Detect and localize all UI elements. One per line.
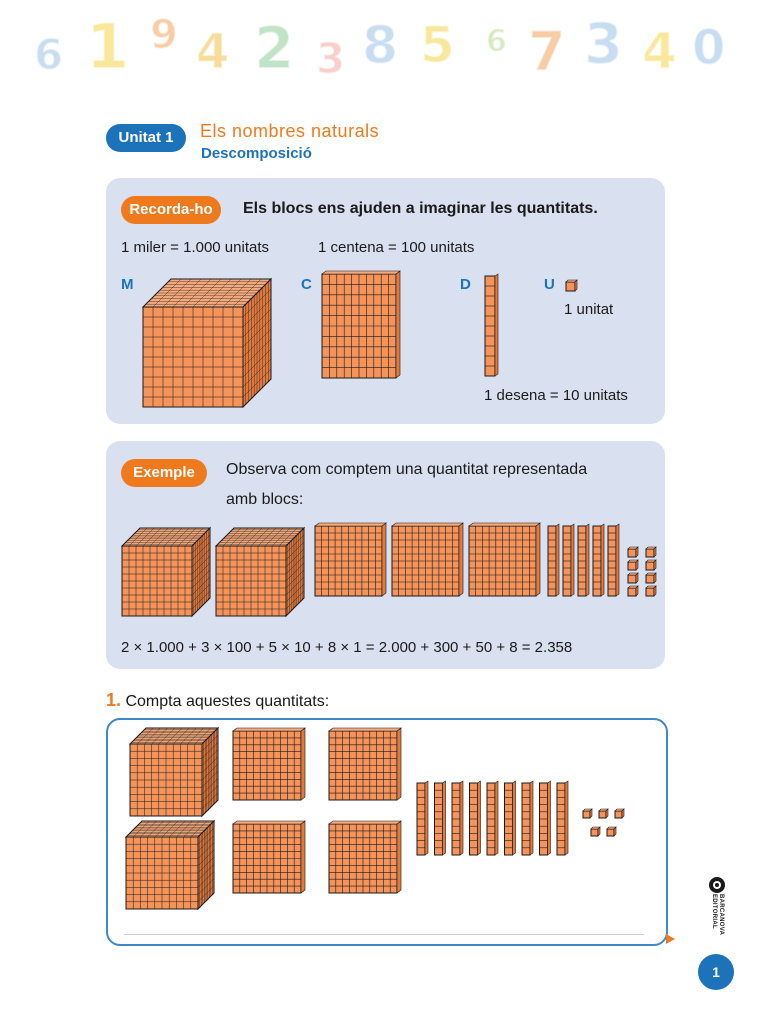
hundred-block bbox=[322, 271, 400, 378]
exemple-text-1: Observa com comptem una quantitat representada bbox=[226, 461, 588, 478]
banner-digit: 8 bbox=[362, 16, 399, 76]
centena-text: 1 centena = 100 unitats bbox=[318, 239, 475, 256]
exemple-equation: 2 × 1.000 + 3 × 100 + 5 × 10 + 8 × 1 = 2.000 + 300 + 50 + 8 = 2.358 bbox=[121, 639, 573, 656]
example-unit-cube bbox=[628, 547, 638, 557]
thousand-block bbox=[143, 279, 271, 407]
example-unit-cube bbox=[628, 573, 638, 583]
page-subtitle: Descomposició bbox=[201, 145, 312, 162]
exercise-ten-rod bbox=[540, 781, 551, 855]
exercise-ten-rod bbox=[505, 781, 516, 855]
example-unit-cube bbox=[646, 547, 656, 557]
desena-text: 1 desena = 10 unitats bbox=[484, 387, 628, 404]
example-unit-cube bbox=[646, 573, 656, 583]
banner-digit: 5 bbox=[420, 16, 455, 74]
exercise-ten-rod bbox=[452, 781, 463, 855]
exercise-unit-cube bbox=[607, 827, 616, 836]
example-thousand-block bbox=[216, 528, 304, 616]
letter-u: U bbox=[544, 276, 555, 293]
exercise-ten-rod bbox=[487, 781, 498, 855]
miler-text: 1 miler = 1.000 unitats bbox=[121, 239, 270, 256]
example-ten-rod bbox=[563, 524, 574, 596]
publisher-name: BARCANOVA EDITORIAL bbox=[711, 894, 724, 936]
exercise-unit-cube bbox=[615, 809, 624, 818]
exercise-ten-rod bbox=[557, 781, 568, 855]
banner-digit: 7 bbox=[528, 20, 566, 83]
recorda-heading: Els blocs ens ajuden a imaginar les quantitats. bbox=[243, 200, 598, 217]
banner-digit: 3 bbox=[584, 12, 623, 77]
exercise-prompt: Compta aquestes quantitats: bbox=[125, 693, 330, 710]
banner-digit: 1 bbox=[86, 10, 130, 83]
letter-m: M bbox=[121, 276, 134, 293]
exercise-hundred-block bbox=[329, 821, 401, 893]
example-hundred-block bbox=[315, 523, 386, 596]
banner-digit: 3 bbox=[316, 34, 346, 83]
exercise-ten-rod bbox=[522, 781, 533, 855]
example-unit-cube bbox=[628, 586, 638, 596]
exercise-hundred-block bbox=[329, 728, 401, 800]
exercise-unit-cube bbox=[599, 809, 608, 818]
example-ten-rod bbox=[548, 524, 559, 596]
unit-text: 1 unitat bbox=[564, 301, 614, 318]
example-ten-rod bbox=[593, 524, 604, 596]
example-hundred-block bbox=[392, 523, 463, 596]
page-number: 1 bbox=[698, 954, 734, 990]
ten-rod bbox=[485, 274, 498, 376]
exercise-thousand-block bbox=[126, 821, 214, 909]
letter-c: C bbox=[301, 276, 312, 293]
page-title: Els nombres naturals bbox=[200, 121, 380, 141]
banner-digit: 4 bbox=[196, 24, 230, 80]
exercise-hundred-block bbox=[233, 728, 305, 800]
example-hundred-block bbox=[469, 523, 540, 596]
example-unit-cube bbox=[628, 560, 638, 570]
exercise-ten-rod bbox=[470, 781, 481, 855]
example-unit-cube bbox=[646, 586, 656, 596]
banner-digit: 0 bbox=[692, 20, 726, 76]
exercise-unit-cube bbox=[583, 809, 592, 818]
example-ten-rod bbox=[608, 524, 619, 596]
banner-digit: 9 bbox=[150, 12, 178, 58]
recorda-pill: Recorda-ho bbox=[121, 196, 221, 224]
unit-cube bbox=[566, 280, 577, 291]
example-thousand-block bbox=[122, 528, 210, 616]
unit-badge: Unitat 1 bbox=[106, 124, 186, 152]
banner-digit: 6 bbox=[34, 30, 64, 79]
exemple-text-2: amb blocs: bbox=[226, 491, 304, 508]
letter-d: D bbox=[460, 276, 471, 293]
banner-digit: 2 bbox=[254, 14, 295, 82]
banner-digit: 4 bbox=[642, 22, 677, 80]
exercise-ten-rod bbox=[435, 781, 446, 855]
exercise-thousand-block bbox=[130, 728, 218, 816]
exemple-pill: Exemple bbox=[121, 459, 207, 487]
publisher-logo bbox=[708, 876, 726, 946]
publisher-icon bbox=[708, 876, 726, 894]
exercise-unit-cube bbox=[591, 827, 600, 836]
example-unit-cube bbox=[646, 560, 656, 570]
example-ten-rod bbox=[578, 524, 589, 596]
exercise-hundred-block bbox=[233, 821, 305, 893]
banner-digit: 6 bbox=[486, 24, 507, 59]
exercise-number: 1. bbox=[106, 690, 122, 710]
exercise-ten-rod bbox=[417, 781, 428, 855]
